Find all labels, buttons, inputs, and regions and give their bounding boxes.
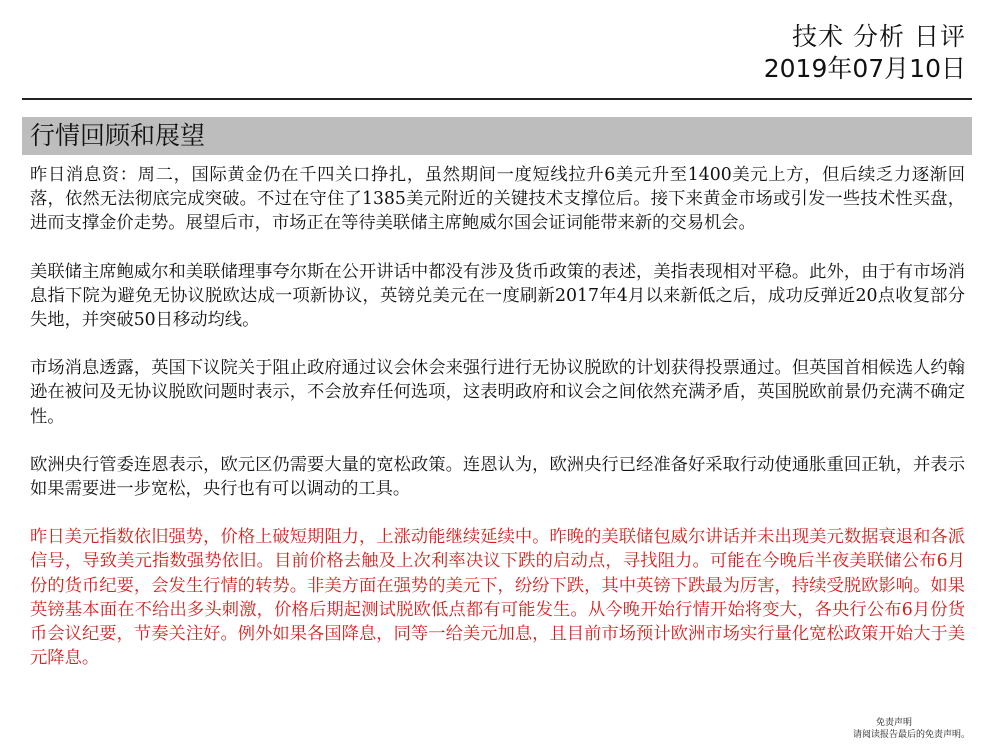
paragraph-gold-review: 昨日消息资：周二，国际黄金仍在千四关口挣扎，虽然期间一度短线拉升6美元升至1400美元上方，但后续乏力逐渐回落，依然无法彻底完成突破。不过在守住了1385美元附近的关键技术支撑位后。接下来黄金市场或引发一些技术性买盘，进而支撑金价走势。展望后市，市场正在等待美联储主席鲍威尔国会证词能带来新的交易机会。 [30, 165, 965, 234]
header-divider [22, 98, 972, 100]
paragraph-brexit: 市场消息透露，英国下议院关于阻止政府通过议会休会来强行进行无协议脱欧的计划获得投票通过。但英国首相候选人约翰逊在被问及无协议脱欧问题时表示，不会放弃任何选项，这表明政府和议会之间依然充满矛盾，英国脱欧前景仍充满不确定性。 [30, 358, 965, 427]
report-header [764, 22, 966, 84]
section-title: 行情回顾和展望 [30, 121, 206, 150]
section-header [22, 117, 972, 155]
paragraph-ecb: 欧洲央行管委连恩表示，欧元区仍需要大量的宽松政策。连恩认为，欧洲央行已经准备好采取行动使通胀重回正轨，并表示如果需要进一步宽松，央行也有可以调动的工具。 [30, 454, 965, 500]
disclaimer-title: 免责声明 [875, 718, 912, 728]
report-body [30, 163, 965, 694]
disclaimer-footer [853, 717, 970, 741]
report-title: 技术 分析 日评 [792, 22, 966, 51]
paragraph-dollar-outlook: 昨日美元指数依旧强势，价格上破短期阻力，上涨动能继续延续中。昨晚的美联储包威尔讲话并未出现美元数据衰退和各派信号，导致美元指数强势依旧。目前价格去触及上次利率决议下跌的启动点，寻找阻力。可能在今晚后半夜美联储公布6月份的货币纪要，会发生行情的转势。非美方面在强势的美元下，纷纷下跌，其中英镑下跌最为厉害，持续受脱欧影响。如果英镑基本面在不给出多头刺激，价格后期起测试脱欧低点都有可能发生。从今晚开始行情开始将变大，各央行公布6月份货币会议纪要，节奏关注好。例外如果各国降息，同等一给美元加息，且目前市场预计欧洲市场实行量化宽松政策开始大于美元降息。 [30, 527, 965, 669]
paragraph-fed-speech: 美联储主席鲍威尔和美联储理事夸尔斯在公开讲话中都没有涉及货币政策的表述，美指表现相对平稳。此外，由于有市场消息指下院为避免无协议脱欧达成一项新协议，英镑兑美元在一度刷新2017年4月以来新低之后，成功反弹近20点收复部分失地，并突破50日移动均线。 [30, 261, 965, 331]
disclaimer-note: 请阅读报告最后的免责声明。 [852, 730, 970, 740]
report-date: 2019年07月10日 [763, 54, 966, 83]
